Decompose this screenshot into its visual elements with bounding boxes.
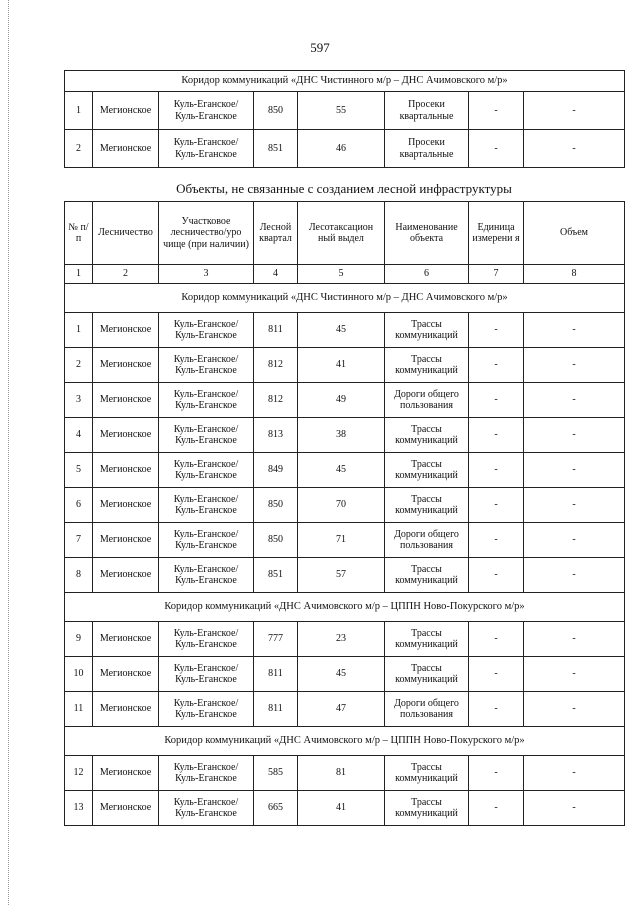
row-number: 7: [65, 523, 93, 558]
table-row: [65, 791, 625, 826]
forestry-cell: Мегионское: [93, 453, 159, 488]
district-cell: Куль-Еганское/ Куль-Еганское: [159, 791, 254, 826]
volume-cell: -: [524, 453, 625, 488]
column-number-row: [65, 265, 625, 284]
district-cell: Куль-Еганское/ Куль-Еганское: [159, 453, 254, 488]
row-number: 10: [65, 657, 93, 692]
header-cell: Наименование объекта: [385, 202, 469, 265]
district-cell: Куль-Еганское/ Куль-Еганское: [159, 756, 254, 791]
forestry-cell: Мегионское: [93, 418, 159, 453]
object-name-cell: Трассы коммуникаций: [385, 657, 469, 692]
table-row: [65, 488, 625, 523]
row-number: 6: [65, 488, 93, 523]
forestry-cell: Мегионское: [93, 348, 159, 383]
unit-cell: -: [469, 657, 524, 692]
vydel-cell: 45: [298, 313, 385, 348]
vydel-cell: 57: [298, 558, 385, 593]
section-title: Объекты, не связанные с созданием лесной инфраструктуры: [176, 181, 512, 196]
vydel-cell: 49: [298, 383, 385, 418]
vydel-cell: 45: [298, 657, 385, 692]
district-cell: Куль-Еганское/ Куль-Еганское: [159, 488, 254, 523]
column-number: 8: [524, 265, 625, 284]
row-number: 11: [65, 692, 93, 727]
district-cell: Куль-Еганское/ Куль-Еганское: [159, 692, 254, 727]
district-cell: Куль-Еганское/ Куль-Еганское: [159, 622, 254, 657]
district-cell: Куль-Еганское/ Куль-Еганское: [159, 418, 254, 453]
vydel-cell: 70: [298, 488, 385, 523]
column-number: 2: [93, 265, 159, 284]
header-cell: Участковое лесничество/уро чище (при наличии): [159, 202, 254, 265]
quarter-cell: 812: [254, 383, 298, 418]
column-number: 1: [65, 265, 93, 284]
volume-cell: -: [524, 313, 625, 348]
row-number: 1: [65, 313, 93, 348]
column-number: 4: [254, 265, 298, 284]
district-cell: Куль-Еганское/ Куль-Еганское: [159, 523, 254, 558]
object-name-cell: Просеки квартальные: [385, 130, 469, 168]
quarter-cell: 585: [254, 756, 298, 791]
volume-cell: -: [524, 657, 625, 692]
unit-cell: -: [469, 383, 524, 418]
row-number: 2: [65, 348, 93, 383]
row-number: 9: [65, 622, 93, 657]
table-row: [65, 313, 625, 348]
table-row: [65, 692, 625, 727]
quarter-cell: 850: [254, 488, 298, 523]
object-name-cell: Трассы коммуникаций: [385, 558, 469, 593]
row-number: 12: [65, 756, 93, 791]
unit-cell: -: [469, 692, 524, 727]
unit-cell: -: [469, 348, 524, 383]
quarter-cell: 665: [254, 791, 298, 826]
row-number: 4: [65, 418, 93, 453]
forestry-cell: Мегионское: [93, 523, 159, 558]
forestry-cell: Мегионское: [93, 92, 159, 130]
volume-cell: -: [524, 92, 625, 130]
header-cell: Лесной квартал: [254, 202, 298, 265]
volume-cell: -: [524, 488, 625, 523]
unit-cell: -: [469, 523, 524, 558]
forestry-cell: Мегионское: [93, 622, 159, 657]
unit-cell: -: [469, 92, 524, 130]
objects-table: [64, 201, 625, 826]
table-header-row: [65, 202, 625, 265]
object-name-cell: Просеки квартальные: [385, 92, 469, 130]
header-cell: Объем: [524, 202, 625, 265]
row-number: 3: [65, 383, 93, 418]
header-cell: Единица измерени я: [469, 202, 524, 265]
forestry-cell: Мегионское: [93, 383, 159, 418]
object-name-cell: Трассы коммуникаций: [385, 348, 469, 383]
volume-cell: -: [524, 791, 625, 826]
volume-cell: -: [524, 418, 625, 453]
volume-cell: -: [524, 523, 625, 558]
table-row: [65, 622, 625, 657]
volume-cell: -: [524, 756, 625, 791]
object-name-cell: Трассы коммуникаций: [385, 488, 469, 523]
vydel-cell: 23: [298, 622, 385, 657]
quarter-cell: 851: [254, 558, 298, 593]
quarter-cell: 813: [254, 418, 298, 453]
table-row: [65, 130, 625, 168]
table-row: [65, 418, 625, 453]
object-name-cell: Трассы коммуникаций: [385, 418, 469, 453]
district-cell: Куль-Еганское/ Куль-Еганское: [159, 558, 254, 593]
quarter-cell: 811: [254, 657, 298, 692]
corridor-title: Коридор коммуникаций «ДНС Ачимовского м/р – ЦППН Ново-Покурского м/р»: [65, 593, 625, 622]
corridor-row: [65, 593, 625, 622]
volume-cell: -: [524, 130, 625, 168]
forestry-cell: Мегионское: [93, 130, 159, 168]
vydel-cell: 41: [298, 791, 385, 826]
column-number: 3: [159, 265, 254, 284]
object-name-cell: Дороги общего пользования: [385, 523, 469, 558]
table-row: [65, 92, 625, 130]
vydel-cell: 55: [298, 92, 385, 130]
vydel-cell: 81: [298, 756, 385, 791]
table-row: [65, 523, 625, 558]
row-number: 8: [65, 558, 93, 593]
volume-cell: -: [524, 558, 625, 593]
unit-cell: -: [469, 313, 524, 348]
row-number: 13: [65, 791, 93, 826]
forestry-cell: Мегионское: [93, 313, 159, 348]
object-name-cell: Трассы коммуникаций: [385, 791, 469, 826]
district-cell: Куль-Еганское/ Куль-Еганское: [159, 348, 254, 383]
unit-cell: -: [469, 622, 524, 657]
corridor-row: [65, 727, 625, 756]
row-number: 5: [65, 453, 93, 488]
volume-cell: -: [524, 383, 625, 418]
table-row: [65, 383, 625, 418]
district-cell: Куль-Еганское/ Куль-Еганское: [159, 130, 254, 168]
page-number: 597: [310, 40, 330, 55]
unit-cell: -: [469, 791, 524, 826]
forestry-cell: Мегионское: [93, 488, 159, 523]
quarter-cell: 777: [254, 622, 298, 657]
volume-cell: -: [524, 348, 625, 383]
object-name-cell: Дороги общего пользования: [385, 383, 469, 418]
unit-cell: -: [469, 453, 524, 488]
forestry-cell: Мегионское: [93, 791, 159, 826]
vydel-cell: 46: [298, 130, 385, 168]
district-cell: Куль-Еганское/ Куль-Еганское: [159, 383, 254, 418]
corridor-row: [65, 284, 625, 313]
unit-cell: -: [469, 558, 524, 593]
column-number: 6: [385, 265, 469, 284]
corridor-title: Коридор коммуникаций «ДНС Чистинного м/р – ДНС Ачимовского м/р»: [65, 71, 625, 92]
vydel-cell: 38: [298, 418, 385, 453]
object-name-cell: Дороги общего пользования: [385, 692, 469, 727]
table-continuation: [64, 70, 625, 168]
scan-edge: [8, 0, 10, 905]
quarter-cell: 811: [254, 313, 298, 348]
quarter-cell: 812: [254, 348, 298, 383]
quarter-cell: 850: [254, 92, 298, 130]
column-number: 7: [469, 265, 524, 284]
forestry-cell: Мегионское: [93, 692, 159, 727]
unit-cell: -: [469, 130, 524, 168]
forestry-cell: Мегионское: [93, 657, 159, 692]
quarter-cell: 850: [254, 523, 298, 558]
vydel-cell: 71: [298, 523, 385, 558]
vydel-cell: 45: [298, 453, 385, 488]
corridor-title: Коридор коммуникаций «ДНС Чистинного м/р – ДНС Ачимовского м/р»: [65, 284, 625, 313]
header-cell: № п/п: [65, 202, 93, 265]
object-name-cell: Трассы коммуникаций: [385, 313, 469, 348]
header-cell: Лесничество: [93, 202, 159, 265]
forestry-cell: Мегионское: [93, 756, 159, 791]
volume-cell: -: [524, 692, 625, 727]
district-cell: Куль-Еганское/ Куль-Еганское: [159, 313, 254, 348]
unit-cell: -: [469, 418, 524, 453]
table-row: [65, 453, 625, 488]
unit-cell: -: [469, 488, 524, 523]
object-name-cell: Трассы коммуникаций: [385, 756, 469, 791]
district-cell: Куль-Еганское/ Куль-Еганское: [159, 92, 254, 130]
quarter-cell: 811: [254, 692, 298, 727]
object-name-cell: Трассы коммуникаций: [385, 453, 469, 488]
row-number: 2: [65, 130, 93, 168]
corridor-title: Коридор коммуникаций «ДНС Ачимовского м/р – ЦППН Ново-Покурского м/р»: [65, 727, 625, 756]
district-cell: Куль-Еганское/ Куль-Еганское: [159, 657, 254, 692]
table-row: [65, 756, 625, 791]
column-number: 5: [298, 265, 385, 284]
quarter-cell: 851: [254, 130, 298, 168]
header-cell: Лесотаксацион ный выдел: [298, 202, 385, 265]
unit-cell: -: [469, 756, 524, 791]
table-row: [65, 657, 625, 692]
volume-cell: -: [524, 622, 625, 657]
row-number: 1: [65, 92, 93, 130]
vydel-cell: 47: [298, 692, 385, 727]
quarter-cell: 849: [254, 453, 298, 488]
table-row: [65, 558, 625, 593]
object-name-cell: Трассы коммуникаций: [385, 622, 469, 657]
vydel-cell: 41: [298, 348, 385, 383]
forestry-cell: Мегионское: [93, 558, 159, 593]
table-row: [65, 348, 625, 383]
